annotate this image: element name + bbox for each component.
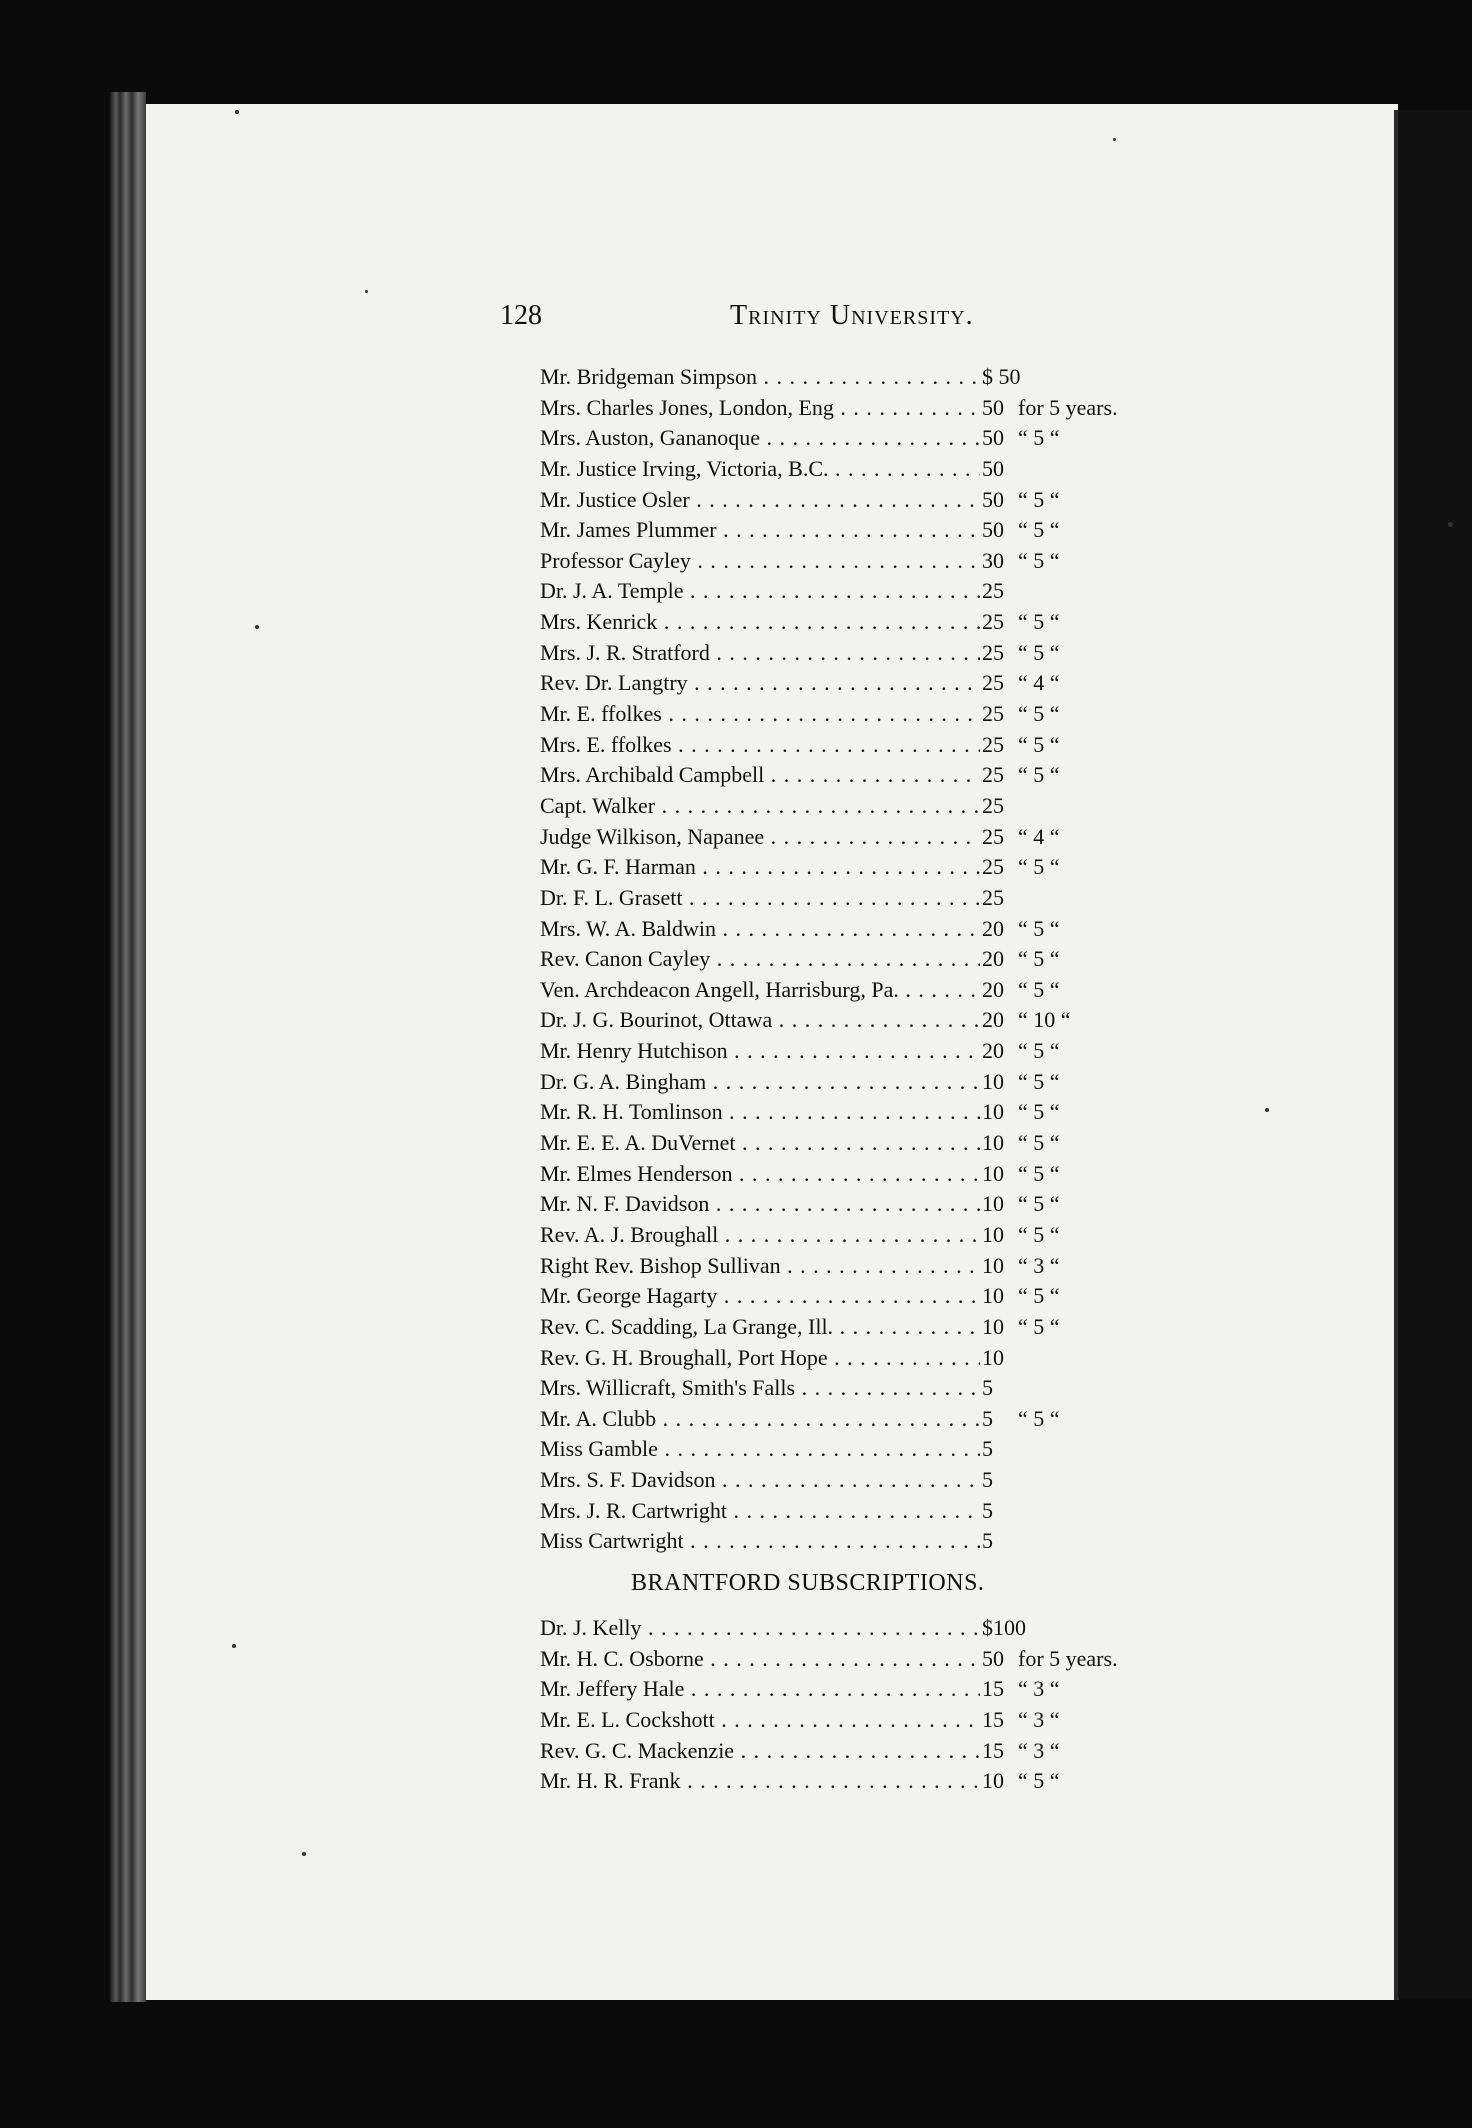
subscription-amount: 5 <box>982 1528 993 1554</box>
subscriber-name: Mr. Bridgeman Simpson . . . <box>540 362 980 393</box>
subscription-term: “ 5 “ <box>1018 1160 1060 1186</box>
subscription-amount: 25 <box>982 854 1004 880</box>
subscription-row <box>540 668 1160 699</box>
subscriber-name: Mr. E. L. Cockshott . . . <box>540 1705 980 1736</box>
subscription-row <box>540 515 1160 546</box>
subscriber-name: Mr. George Hagarty . . . <box>540 1281 980 1312</box>
subscription-amount: 25 <box>982 639 1004 665</box>
subscriber-name: Ven. Archdeacon Angell, Harrisburg, Pa. . . . <box>540 975 980 1006</box>
scan-speck <box>232 1644 236 1648</box>
subscription-amount: 20 <box>982 976 1004 1002</box>
subscription-amount: 50 <box>982 1645 1004 1671</box>
subscription-row <box>540 944 1160 975</box>
subscription-amount: 10 <box>982 1221 1004 1247</box>
subscription-row <box>540 362 1160 393</box>
subscription-row <box>540 1766 1160 1797</box>
subscription-amount: 20 <box>982 1007 1004 1033</box>
subscription-term: “ 4 “ <box>1018 670 1060 696</box>
subscription-row <box>540 914 1160 945</box>
subscription-row <box>540 638 1160 669</box>
subscriber-name: Mrs. J. R. Cartwright . . . <box>540 1496 980 1527</box>
subscription-row <box>540 730 1160 761</box>
subscriber-name: Mrs. Charles Jones, London, Eng . . . <box>540 393 980 424</box>
subscription-term: “ 3 “ <box>1018 1252 1060 1278</box>
subscription-amount: 10 <box>982 1160 1004 1186</box>
subscription-amount: 15 <box>982 1706 1004 1732</box>
subscriber-name: Mr. Justice Osler . . . <box>540 485 980 516</box>
subscription-row <box>540 1613 1160 1644</box>
subscription-term: “ 5 “ <box>1018 486 1060 512</box>
subscription-amount: 25 <box>982 792 1004 818</box>
scan-speck <box>1113 138 1116 141</box>
subscription-row <box>540 1343 1160 1374</box>
subscription-term: “ 5 “ <box>1018 425 1060 451</box>
subscription-row <box>540 1159 1160 1190</box>
subscription-amount: 10 <box>982 1130 1004 1156</box>
subscriber-name: Mrs. Archibald Campbell . . . <box>540 760 980 791</box>
subscription-amount: 10 <box>982 1099 1004 1125</box>
subscription-amount: 5 <box>982 1405 993 1431</box>
subscription-amount: 15 <box>982 1676 1004 1702</box>
subscription-amount: 25 <box>982 762 1004 788</box>
subscription-amount: 20 <box>982 915 1004 941</box>
scan-speck <box>1448 522 1453 527</box>
subscription-term: “ 5 “ <box>1018 1068 1060 1094</box>
subscription-amount: $ 50 <box>982 364 1021 389</box>
subscriber-name: Right Rev. Bishop Sullivan . . . <box>540 1251 980 1282</box>
subscription-term: “ 5 “ <box>1018 1221 1060 1247</box>
subscription-amount: 5 <box>982 1497 993 1523</box>
subscriber-name: Mrs. Auston, Gananoque . . . <box>540 423 980 454</box>
subscription-amount: 25 <box>982 884 1004 910</box>
subscriber-name: Capt. Walker . . . <box>540 791 980 822</box>
subscription-row <box>540 1404 1160 1435</box>
running-head <box>500 300 1400 340</box>
scan-speck <box>235 110 239 114</box>
subscription-row <box>540 1128 1160 1159</box>
scan-speck <box>302 1852 306 1856</box>
subscription-row <box>540 699 1160 730</box>
subscription-amount: 50 <box>982 394 1004 420</box>
subscriber-name: Rev. Canon Cayley . . . <box>540 944 980 975</box>
subscription-term: “ 5 “ <box>1018 1768 1060 1794</box>
subscription-amount: 10 <box>982 1344 1004 1370</box>
subscription-row <box>540 1705 1160 1736</box>
subscription-row <box>540 454 1160 485</box>
subscription-term: “ 3 “ <box>1018 1676 1060 1702</box>
subscription-term: “ 3 “ <box>1018 1706 1060 1732</box>
subscription-term: for 5 years. <box>1018 1645 1118 1671</box>
subscription-amount: 5 <box>982 1375 993 1401</box>
subscriber-name: Mr. E. E. A. DuVernet . . . <box>540 1128 980 1159</box>
subscription-amount: 25 <box>982 731 1004 757</box>
subscriber-name: Mrs. S. F. Davidson . . . <box>540 1465 980 1496</box>
subscription-row <box>540 1674 1160 1705</box>
subscription-amount: 10 <box>982 1283 1004 1309</box>
brantford-subscription-list <box>540 1613 1160 1797</box>
subscription-amount: 20 <box>982 946 1004 972</box>
scan-speck <box>255 625 259 629</box>
subscription-row <box>540 607 1160 638</box>
subscription-amount: 50 <box>982 486 1004 512</box>
subscription-row <box>540 1281 1160 1312</box>
subscription-term: “ 5 “ <box>1018 1130 1060 1156</box>
subscriber-name: Mr. Jeffery Hale . . . <box>540 1674 980 1705</box>
subscription-row <box>540 1005 1160 1036</box>
subscription-amount: 10 <box>982 1313 1004 1339</box>
subscription-list <box>540 362 1160 1557</box>
subscriber-name: Dr. J. A. Temple . . . <box>540 576 980 607</box>
subscription-term: “ 5 “ <box>1018 1405 1060 1431</box>
scan-speck <box>365 290 368 293</box>
subscription-term: “ 5 “ <box>1018 701 1060 727</box>
subscription-term: “ 5 “ <box>1018 639 1060 665</box>
subscription-amount: 25 <box>982 823 1004 849</box>
subscription-row <box>540 1736 1160 1767</box>
subscription-term: “ 5 “ <box>1018 517 1060 543</box>
subscription-amount: 10 <box>982 1252 1004 1278</box>
subscriber-name: Professor Cayley . . . <box>540 546 980 577</box>
subscription-term: “ 5 “ <box>1018 1191 1060 1217</box>
subscription-amount: 5 <box>982 1436 993 1462</box>
subscriber-name: Mr. Justice Irving, Victoria, B.C. . . . <box>540 454 980 485</box>
subscription-row <box>540 1189 1160 1220</box>
subscription-row <box>540 1220 1160 1251</box>
subscriber-name: Judge Wilkison, Napanee . . . <box>540 822 980 853</box>
subscriber-name: Dr. F. L. Grasett . . . <box>540 883 980 914</box>
subscription-row <box>540 1644 1160 1675</box>
subscriber-name: Mrs. W. A. Baldwin . . . <box>540 914 980 945</box>
subscription-term: “ 5 “ <box>1018 946 1060 972</box>
subscription-term: “ 5 “ <box>1018 1038 1060 1064</box>
subscriber-name: Rev. Dr. Langtry . . . <box>540 668 980 699</box>
subscription-row <box>540 485 1160 516</box>
subscriber-name: Dr. G. A. Bingham . . . <box>540 1067 980 1098</box>
subscription-term: “ 5 “ <box>1018 854 1060 880</box>
subscription-term: for 5 years. <box>1018 394 1118 420</box>
subscription-term: “ 5 “ <box>1018 1313 1060 1339</box>
subscription-row <box>540 423 1160 454</box>
subscriber-name: Mr. A. Clubb . . . <box>540 1404 980 1435</box>
subscription-term: “ 5 “ <box>1018 731 1060 757</box>
subscriber-name: Mr. H. R. Frank . . . <box>540 1766 980 1797</box>
subscription-amount: 5 <box>982 1467 993 1493</box>
subscription-amount: 50 <box>982 455 1004 481</box>
subscription-amount: 10 <box>982 1768 1004 1794</box>
subscription-term: “ 3 “ <box>1018 1737 1060 1763</box>
scan-speck <box>1265 1108 1269 1112</box>
subscriber-name: Dr. J. G. Bourinot, Ottawa . . . <box>540 1005 980 1036</box>
subscriber-name: Mrs. Willicraft, Smith's Falls . . . <box>540 1373 980 1404</box>
subscriber-name: Mr. N. F. Davidson . . . <box>540 1189 980 1220</box>
page-number: 128 <box>500 300 542 331</box>
subscriber-name: Miss Cartwright . . . <box>540 1526 980 1557</box>
subscription-amount: 10 <box>982 1191 1004 1217</box>
subscription-row <box>540 1465 1160 1496</box>
subscription-row <box>540 1373 1160 1404</box>
page-title: Trinity University. <box>730 300 974 331</box>
subscription-amount: 20 <box>982 1038 1004 1064</box>
subscription-amount: 15 <box>982 1737 1004 1763</box>
subscription-term: “ 5 “ <box>1018 1283 1060 1309</box>
subscription-term: “ 5 “ <box>1018 762 1060 788</box>
subscription-amount: 10 <box>982 1068 1004 1094</box>
subscription-row <box>540 1036 1160 1067</box>
book-spine-edge <box>110 92 146 2002</box>
subscriber-name: Mr. H. C. Osborne . . . <box>540 1644 980 1675</box>
subscription-term: “ 4 “ <box>1018 823 1060 849</box>
subscriber-name: Mrs. E. ffolkes . . . <box>540 730 980 761</box>
subscription-term: “ 5 “ <box>1018 976 1060 1002</box>
subscription-amount: 25 <box>982 670 1004 696</box>
subscription-row <box>540 975 1160 1006</box>
subscription-row <box>540 1434 1160 1465</box>
section-heading: BRANTFORD SUBSCRIPTIONS. <box>631 1570 985 1596</box>
subscriber-name: Mr. E. ffolkes . . . <box>540 699 980 730</box>
subscription-row <box>540 1526 1160 1557</box>
subscription-row <box>540 576 1160 607</box>
subscription-amount: 50 <box>982 425 1004 451</box>
subscription-row <box>540 1067 1160 1098</box>
subscription-amount: 30 <box>982 547 1004 573</box>
subscription-amount: 25 <box>982 609 1004 635</box>
subscription-term: “ 5 “ <box>1018 547 1060 573</box>
next-page-edge <box>1398 110 1472 1998</box>
subscriber-name: Mr. Elmes Henderson . . . <box>540 1159 980 1190</box>
subscription-row <box>540 822 1160 853</box>
subscription-row <box>540 791 1160 822</box>
subscription-amount: 50 <box>982 517 1004 543</box>
subscription-row <box>540 1312 1160 1343</box>
subscription-row <box>540 852 1160 883</box>
subscriber-name: Mrs. J. R. Stratford . . . <box>540 638 980 669</box>
subscription-row <box>540 393 1160 424</box>
subscription-row <box>540 1251 1160 1282</box>
subscriber-name: Rev. A. J. Broughall . . . <box>540 1220 980 1251</box>
subscriber-name: Mr. R. H. Tomlinson . . . <box>540 1097 980 1128</box>
subscription-row <box>540 1496 1160 1527</box>
subscriber-name: Miss Gamble . . . <box>540 1434 980 1465</box>
subscription-row <box>540 1097 1160 1128</box>
subscriber-name: Rev. G. C. Mackenzie . . . <box>540 1736 980 1767</box>
subscriber-name: Mr. James Plummer . . . <box>540 515 980 546</box>
subscription-term: “ 5 “ <box>1018 1099 1060 1125</box>
subscriber-name: Mrs. Kenrick . . . <box>540 607 980 638</box>
subscriber-name: Dr. J. Kelly . . . <box>540 1613 980 1644</box>
subscriber-name: Rev. G. H. Broughall, Port Hope . . . <box>540 1343 980 1374</box>
subscription-term: “ 5 “ <box>1018 915 1060 941</box>
subscription-amount: 25 <box>982 701 1004 727</box>
subscription-term: “ 5 “ <box>1018 609 1060 635</box>
subscription-term: “ 10 “ <box>1018 1007 1071 1033</box>
subscriber-name: Rev. C. Scadding, La Grange, Ill. . . . <box>540 1312 980 1343</box>
subscription-amount: $100 <box>982 1615 1026 1640</box>
subscription-amount: 25 <box>982 578 1004 604</box>
subscriber-name: Mr. G. F. Harman . . . <box>540 852 980 883</box>
subscription-row <box>540 760 1160 791</box>
subscription-row <box>540 546 1160 577</box>
subscription-row <box>540 883 1160 914</box>
subscriber-name: Mr. Henry Hutchison . . . <box>540 1036 980 1067</box>
